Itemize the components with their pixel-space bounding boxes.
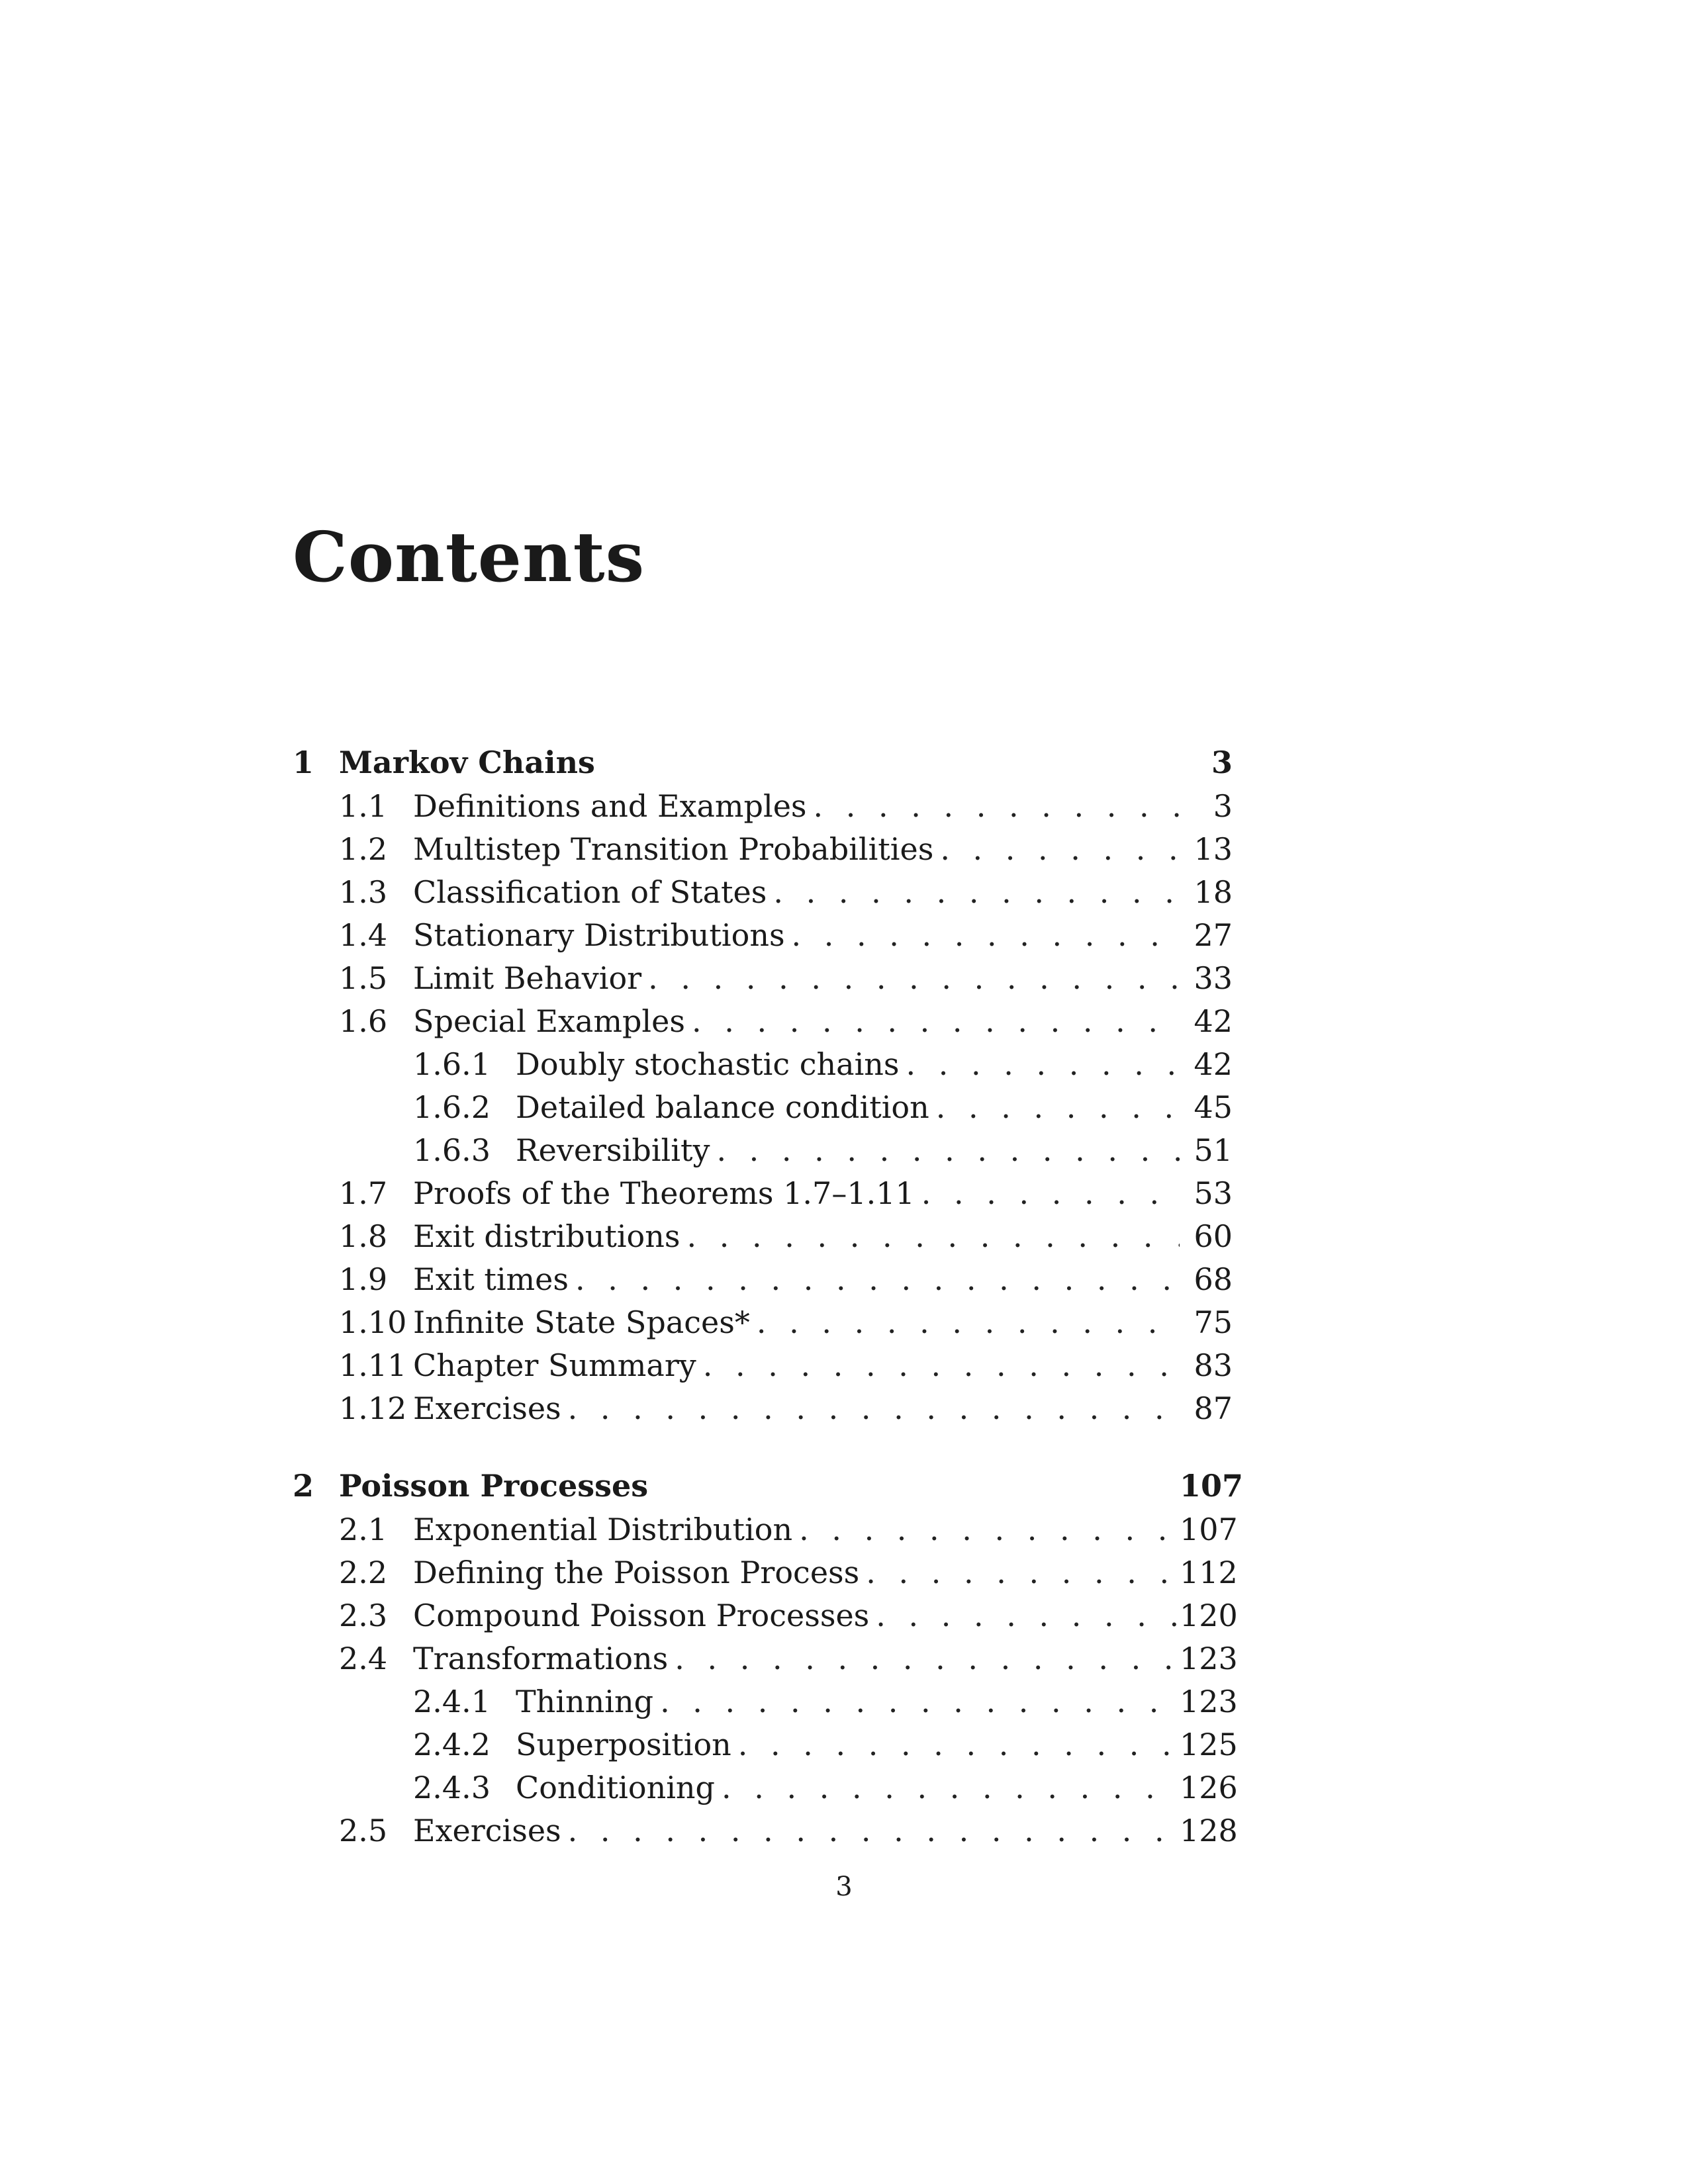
toc-subentry[interactable] xyxy=(293,1766,1238,1809)
entry-title: Reversibility xyxy=(516,1132,710,1168)
entry-title: Definitions and Examples xyxy=(413,788,807,824)
page-number: 3 xyxy=(835,1872,853,1902)
entry-number: 1.7 xyxy=(339,1175,388,1211)
dot-leader xyxy=(715,1766,1180,1809)
entry-page: 128 xyxy=(1180,1813,1238,1848)
entry-number: 2.4 xyxy=(339,1641,388,1676)
entry-number: 2.5 xyxy=(339,1813,388,1848)
toc-subentry[interactable] xyxy=(293,1680,1238,1723)
entry-number: 2.1 xyxy=(339,1512,388,1547)
entry-number: 1.6.3 xyxy=(413,1132,491,1168)
entry-number: 2.4.1 xyxy=(413,1684,491,1719)
toc-subentry[interactable] xyxy=(293,1723,1238,1766)
entry-page: 120 xyxy=(1180,1598,1238,1633)
dot-leader xyxy=(750,1301,1180,1344)
entry-page: 18 xyxy=(1194,874,1233,910)
toc-subentry[interactable] xyxy=(293,1086,1233,1129)
entry-number: 1.6.1 xyxy=(413,1046,491,1082)
entry-page: 3 xyxy=(1213,788,1233,824)
dot-leader xyxy=(859,1551,1180,1594)
toc-entry[interactable] xyxy=(293,785,1233,828)
chapter-page: 3 xyxy=(1211,745,1233,780)
dot-leader xyxy=(807,785,1180,828)
entry-number: 2.4.3 xyxy=(413,1770,491,1805)
toc-entry[interactable] xyxy=(293,1551,1238,1594)
entry-title: Classification of States xyxy=(413,874,767,910)
entry-page: 123 xyxy=(1180,1641,1238,1676)
entry-page: 125 xyxy=(1180,1727,1238,1762)
dot-leader xyxy=(641,957,1180,1000)
entry-number: 1.12 xyxy=(339,1390,407,1426)
toc-entry[interactable] xyxy=(293,1387,1233,1430)
chapter-title: Markov Chains xyxy=(339,745,595,780)
entry-page: 68 xyxy=(1194,1261,1233,1297)
entry-title: Stationary Distributions xyxy=(413,917,785,953)
toc-entry[interactable] xyxy=(293,828,1233,871)
toc-entry[interactable] xyxy=(293,1637,1238,1680)
dot-leader xyxy=(933,828,1180,871)
entry-page: 75 xyxy=(1194,1304,1233,1340)
dot-leader xyxy=(685,1000,1180,1043)
entry-number: 1.8 xyxy=(339,1218,388,1254)
entry-title: Thinning xyxy=(516,1684,654,1719)
entry-number: 1.5 xyxy=(339,960,388,996)
toc-entry[interactable] xyxy=(293,1809,1238,1852)
dot-leader xyxy=(731,1723,1180,1766)
entry-page: 33 xyxy=(1194,960,1233,996)
page-title: Contents xyxy=(293,516,645,598)
entry-title: Defining the Poisson Process xyxy=(413,1555,860,1590)
entry-page: 53 xyxy=(1194,1175,1233,1211)
entry-number: 1.3 xyxy=(339,874,388,910)
entry-page: 42 xyxy=(1194,1046,1233,1082)
entry-number: 1.2 xyxy=(339,831,388,867)
toc-chapter-row[interactable] xyxy=(293,1463,1244,1508)
toc-entry[interactable] xyxy=(293,1215,1233,1258)
chapter-2 xyxy=(293,1463,1244,1852)
entry-title: Superposition xyxy=(516,1727,731,1762)
entry-title: Infinite State Spaces* xyxy=(413,1304,750,1340)
entry-number: 2.2 xyxy=(339,1555,388,1590)
entry-number: 1.1 xyxy=(339,788,388,824)
entry-page: 51 xyxy=(1194,1132,1233,1168)
entry-title: Exit times xyxy=(413,1261,569,1297)
toc-entry[interactable] xyxy=(293,914,1233,957)
entry-page: 27 xyxy=(1194,917,1233,953)
dot-leader xyxy=(785,914,1180,957)
chapter-title: Poisson Processes xyxy=(339,1468,649,1504)
dot-leader xyxy=(900,1043,1180,1086)
entry-page: 42 xyxy=(1194,1003,1233,1039)
dot-leader xyxy=(696,1344,1180,1387)
entry-number: 1.6.2 xyxy=(413,1089,491,1125)
entry-page: 107 xyxy=(1180,1512,1238,1547)
dot-leader xyxy=(915,1172,1180,1215)
dot-leader xyxy=(869,1594,1180,1637)
toc-entry[interactable] xyxy=(293,1301,1233,1344)
entry-page: 126 xyxy=(1180,1770,1238,1805)
entry-page: 112 xyxy=(1180,1555,1238,1590)
toc-entry[interactable] xyxy=(293,1172,1233,1215)
toc-entry[interactable] xyxy=(293,871,1233,914)
entry-page: 83 xyxy=(1194,1347,1233,1383)
dot-leader xyxy=(668,1637,1180,1680)
chapter-number: 2 xyxy=(293,1468,314,1504)
entry-title: Exit distributions xyxy=(413,1218,680,1254)
entry-number: 2.4.2 xyxy=(413,1727,491,1762)
entry-title: Multistep Transition Probabilities xyxy=(413,831,934,867)
entry-page: 87 xyxy=(1194,1390,1233,1426)
table-of-contents xyxy=(293,740,1244,1886)
entry-title: Conditioning xyxy=(516,1770,715,1805)
entry-title: Limit Behavior xyxy=(413,960,642,996)
dot-leader xyxy=(767,871,1180,914)
dot-leader xyxy=(710,1129,1180,1172)
entry-title: Chapter Summary xyxy=(413,1347,696,1383)
dot-leader xyxy=(653,1680,1180,1723)
entry-page: 13 xyxy=(1194,831,1233,867)
toc-entry[interactable] xyxy=(293,1508,1238,1551)
chapter-number: 1 xyxy=(293,745,314,780)
entry-number: 1.10 xyxy=(339,1304,407,1340)
entry-title: Doubly stochastic chains xyxy=(516,1046,900,1082)
entry-number: 1.11 xyxy=(339,1347,407,1383)
dot-leader xyxy=(792,1508,1180,1551)
entry-number: 2.3 xyxy=(339,1598,388,1633)
chapter-page: 107 xyxy=(1180,1468,1244,1504)
toc-entry[interactable] xyxy=(293,1594,1238,1637)
dot-leader xyxy=(569,1258,1180,1301)
chapter-1 xyxy=(293,740,1233,1430)
entry-number: 1.9 xyxy=(339,1261,388,1297)
dot-leader xyxy=(561,1387,1180,1430)
dot-leader xyxy=(561,1809,1180,1852)
entry-title: Special Examples xyxy=(413,1003,685,1039)
toc-entry[interactable] xyxy=(293,1258,1233,1301)
toc-entry[interactable] xyxy=(293,1344,1233,1387)
entry-title: Proofs of the Theorems 1.7–1.11 xyxy=(413,1175,915,1211)
entry-number: 1.4 xyxy=(339,917,388,953)
toc-chapter-row[interactable] xyxy=(293,740,1233,785)
entry-page: 123 xyxy=(1180,1684,1238,1719)
toc-subentry[interactable] xyxy=(293,1043,1233,1086)
entry-title: Exponential Distribution xyxy=(413,1512,793,1547)
toc-entry[interactable] xyxy=(293,1000,1233,1043)
entry-title: Transformations xyxy=(413,1641,669,1676)
toc-subentry[interactable] xyxy=(293,1129,1233,1172)
entry-title: Compound Poisson Processes xyxy=(413,1598,870,1633)
entry-title: Exercises xyxy=(413,1813,561,1848)
toc-entry[interactable] xyxy=(293,957,1233,1000)
dot-leader xyxy=(929,1086,1180,1129)
entry-page: 60 xyxy=(1194,1218,1233,1254)
entry-page: 45 xyxy=(1194,1089,1233,1125)
entry-title: Detailed balance condition xyxy=(516,1089,929,1125)
dot-leader xyxy=(680,1215,1180,1258)
entry-number: 1.6 xyxy=(339,1003,388,1039)
entry-title: Exercises xyxy=(413,1390,561,1426)
